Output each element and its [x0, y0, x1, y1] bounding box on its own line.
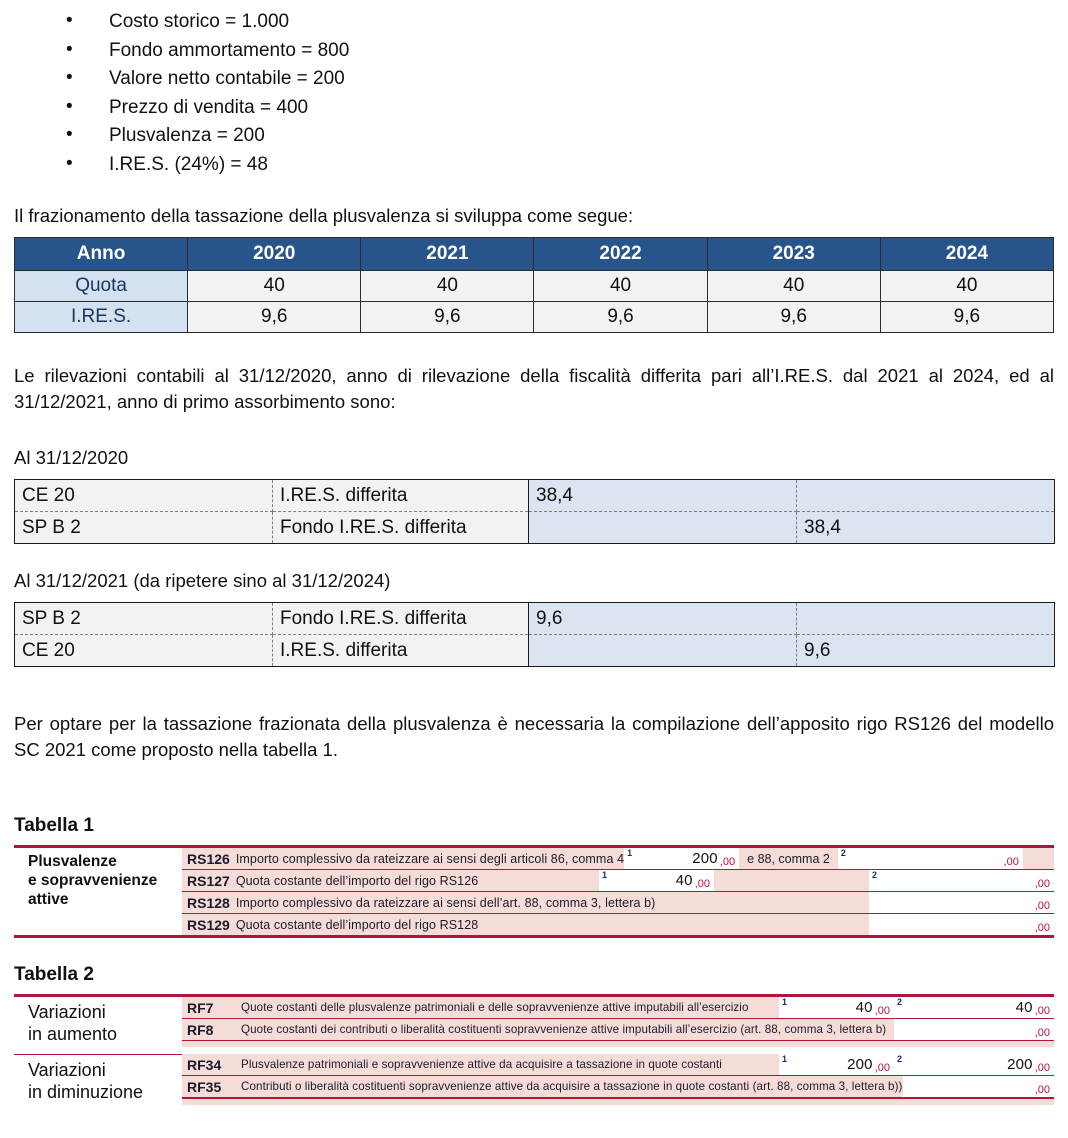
- list-item: • Fondo ammortamento = 800: [14, 37, 1054, 66]
- row-filler: [655, 892, 869, 913]
- field-index-marker: 2: [897, 997, 903, 1007]
- field-cents: ,00: [1003, 856, 1019, 868]
- input-rf7-col2[interactable]: [894, 997, 1054, 1018]
- row-code-rs129[interactable]: RS129: [187, 916, 230, 933]
- form-row-rf34: [182, 1054, 1054, 1076]
- row-description-rf8: Quote costanti dei contributi o liberalità costituenti sopravvenienze attive imputabili all’esercizio (art. 88, comma 3, lettera b): [241, 1023, 887, 1036]
- field-cents: ,00: [1034, 900, 1050, 912]
- years-header-cell: 2023: [707, 238, 880, 271]
- field-cents: ,00: [1034, 878, 1050, 890]
- acct-credit: [797, 480, 1055, 512]
- years-cell: 9,6: [707, 302, 880, 333]
- field-index-marker: 1: [602, 870, 608, 880]
- field-cents: ,00: [1034, 1005, 1050, 1017]
- row-midtext-rs126: e 88, comma 2: [739, 848, 838, 869]
- row-filler: [886, 1019, 894, 1040]
- table-row: [15, 480, 1055, 512]
- row-filler: [722, 1054, 779, 1075]
- form-row-rs128: [182, 892, 1054, 914]
- input-rs126-col2[interactable]: [838, 848, 1023, 869]
- field-cents: ,00: [1034, 1062, 1050, 1074]
- form-row-rs126: [182, 848, 1054, 870]
- years-cell: 40: [361, 271, 534, 302]
- acct-debit: 38,4: [529, 480, 797, 512]
- acct-account: SP B 2: [15, 603, 273, 635]
- acct-debit: 9,6: [529, 603, 797, 635]
- field-index-marker: 1: [782, 1054, 788, 1064]
- acct-debit: [529, 512, 797, 544]
- row-description-rs129: Quota costante dell’importo del rigo RS128: [235, 917, 479, 932]
- field-cents: ,00: [1034, 922, 1050, 934]
- field-value: 40: [675, 872, 693, 889]
- side-label-line1: Variazioni: [28, 1002, 106, 1022]
- years-row-label: Quota: [15, 271, 188, 302]
- field-index-marker: 2: [897, 1054, 903, 1064]
- years-cell: 9,6: [188, 302, 361, 333]
- field-cents: ,00: [719, 856, 736, 868]
- side-label-line2: e sopravvenienze: [28, 872, 158, 889]
- acct1-caption: Al 31/12/2020: [14, 447, 129, 468]
- field-index-marker: 1: [782, 997, 788, 1007]
- paragraph-optare: Per optare per la tassazione frazionata della plusvalenza è necessaria la compilazione dell’apposito rigo RS126 del modello SC 2021 come proposto nella tabella 1.: [14, 713, 1054, 760]
- input-rs126-col1[interactable]: [624, 848, 739, 869]
- form-side-label-variazioni-diminuzione: [14, 1054, 182, 1105]
- field-cents: ,00: [1034, 1084, 1050, 1096]
- table-row: [15, 302, 1054, 333]
- years-row-label: I.RE.S.: [15, 302, 188, 333]
- row-code-rs127[interactable]: RS127: [187, 872, 230, 889]
- form-module-rf: [14, 994, 1054, 1105]
- field-index-marker: 1: [627, 848, 633, 858]
- row-filler: [478, 914, 869, 935]
- table-row: [15, 635, 1055, 667]
- form-side-label-variazioni-aumento: [14, 997, 182, 1047]
- row-filler: [478, 870, 599, 891]
- field-value: 40: [855, 999, 873, 1016]
- acct-credit: 38,4: [797, 512, 1055, 544]
- years-header-cell: 2021: [361, 238, 534, 271]
- acct-account: CE 20: [15, 480, 273, 512]
- input-rf34-col2[interactable]: [894, 1054, 1054, 1075]
- years-header-cell: 2020: [188, 238, 361, 271]
- row-description-rf35: Contributi o liberalità costituenti sopravvenienze attive da acquisire a tassazione in quote costanti (art. 88, comma 3, lettera b)): [241, 1080, 903, 1093]
- input-rf34-col1[interactable]: [779, 1054, 894, 1075]
- row-description-rs127: Quota costante dell’importo del rigo RS126: [235, 873, 479, 888]
- acct-description: Fondo I.RE.S. differita: [273, 512, 529, 544]
- list-item: • Costo storico = 1.000: [14, 8, 1054, 37]
- side-label-line3: attive: [28, 891, 69, 908]
- form-row-rs127: [182, 870, 1054, 892]
- acct-account: CE 20: [15, 635, 273, 667]
- row-description-rs128: Importo complessivo da rateizzare ai sensi dell’art. 88, comma 3, lettera b): [235, 895, 656, 910]
- years-table: [14, 237, 1054, 333]
- row-code-rf34[interactable]: RF34: [187, 1056, 222, 1073]
- input-rf35-col2[interactable]: [903, 1076, 1055, 1097]
- field-index-marker: 2: [872, 870, 878, 880]
- table-row: [15, 512, 1055, 544]
- field-cents: ,00: [694, 878, 710, 890]
- years-cell: 9,6: [361, 302, 534, 333]
- row-midtext-rs127: [714, 870, 869, 891]
- tabella1-title: Tabella 1: [14, 815, 94, 836]
- form-group-gap: [14, 1047, 1054, 1054]
- acct-table-2021: [14, 602, 1055, 667]
- side-label-line1: Plusvalenze: [28, 853, 117, 870]
- years-header-cell: Anno: [15, 238, 188, 271]
- side-label-line2: in aumento: [28, 1024, 118, 1044]
- years-cell: 9,6: [880, 302, 1053, 333]
- input-rs127-col1[interactable]: [599, 870, 714, 891]
- years-header-cell: 2022: [534, 238, 707, 271]
- list-item: • Prezzo di vendita = 400: [14, 94, 1054, 123]
- table-row: [15, 603, 1055, 635]
- form-bottom-rule: [14, 935, 1054, 938]
- row-filler: [749, 997, 779, 1018]
- years-header-cell: 2024: [880, 238, 1053, 271]
- years-table-header-row: [15, 238, 1054, 271]
- field-index-marker: 2: [840, 848, 846, 858]
- field-value: 200: [692, 850, 718, 867]
- side-label-line2: in diminuzione: [28, 1082, 144, 1102]
- form-row-rs129: [182, 914, 1054, 935]
- list-item: • I.RE.S. (24%) = 48: [14, 151, 1054, 180]
- side-label-line1: Variazioni: [28, 1060, 106, 1080]
- acct-credit: 9,6: [797, 635, 1055, 667]
- assumptions-list: [14, 0, 1054, 179]
- row-code-rf7[interactable]: RF7: [187, 999, 214, 1016]
- list-item: • Plusvalenza = 200: [14, 122, 1054, 151]
- field-cents: ,00: [874, 1005, 890, 1017]
- paragraph-rilevazioni: Le rilevazioni contabili al 31/12/2020, anno di rilevazione della fiscalità differita pari all’I.RE.S. dal 2021 al 2024, ed al 31/12/2021, anno di primo assorbimento sono:: [14, 365, 1054, 412]
- field-cents: ,00: [1034, 1027, 1050, 1039]
- acct-description: I.RE.S. differita: [273, 635, 529, 667]
- years-cell: 40: [880, 271, 1053, 302]
- input-rs128-col2[interactable]: [869, 892, 1054, 913]
- form-side-label-plusvalenze: [14, 848, 182, 935]
- row-code-rf8[interactable]: RF8: [187, 1021, 214, 1038]
- acct2-caption: Al 31/12/2021 (da ripetere sino al 31/12/2024): [14, 570, 391, 591]
- row-description-rf7: Quote costanti delle plusvalenze patrimoniali e delle sopravvenienze attive imputabili all’esercizio: [241, 1001, 749, 1014]
- acct-account: SP B 2: [15, 512, 273, 544]
- acct-table-2020: [14, 479, 1055, 544]
- form-row-rf35: [182, 1076, 1054, 1099]
- form-module-rs: [14, 845, 1054, 938]
- form-row-rf7: [182, 997, 1054, 1019]
- input-rs129-col2[interactable]: [869, 914, 1054, 935]
- years-cell: 40: [534, 271, 707, 302]
- row-description-rs126: Importo complessivo da rateizzare ai sensi degli articoli 86, comma 4: [235, 851, 625, 866]
- acct-description: Fondo I.RE.S. differita: [273, 603, 529, 635]
- input-rf7-col1[interactable]: [779, 997, 894, 1018]
- intro-years-text: Il frazionamento della tassazione della plusvalenza si sviluppa come segue:: [14, 205, 634, 226]
- row-description-rf34: Plusvalenze patrimoniali e sopravvenienze attive da acquisire a tassazione in quote costanti: [241, 1058, 722, 1071]
- list-item: • Valore netto contabile = 200: [14, 65, 1054, 94]
- years-cell: 40: [188, 271, 361, 302]
- field-value: 200: [847, 1056, 873, 1073]
- form-row-rf8: [182, 1019, 1054, 1041]
- row-code-rf35[interactable]: RF35: [187, 1078, 222, 1095]
- row-code-rs128[interactable]: RS128: [187, 894, 230, 911]
- tabella2-title: Tabella 2: [14, 964, 94, 985]
- field-value: 200: [1007, 1056, 1033, 1073]
- acct-credit: [797, 603, 1055, 635]
- field-cents: ,00: [874, 1062, 890, 1074]
- years-cell: 40: [707, 271, 880, 302]
- field-value: 40: [1015, 999, 1033, 1016]
- acct-debit: [529, 635, 797, 667]
- row-code-rs126[interactable]: RS126: [187, 850, 230, 867]
- years-cell: 9,6: [534, 302, 707, 333]
- input-rs127-col2[interactable]: [869, 870, 1054, 891]
- input-rf8-col2[interactable]: [894, 1019, 1054, 1040]
- table-row: [15, 271, 1054, 302]
- acct-description: I.RE.S. differita: [273, 480, 529, 512]
